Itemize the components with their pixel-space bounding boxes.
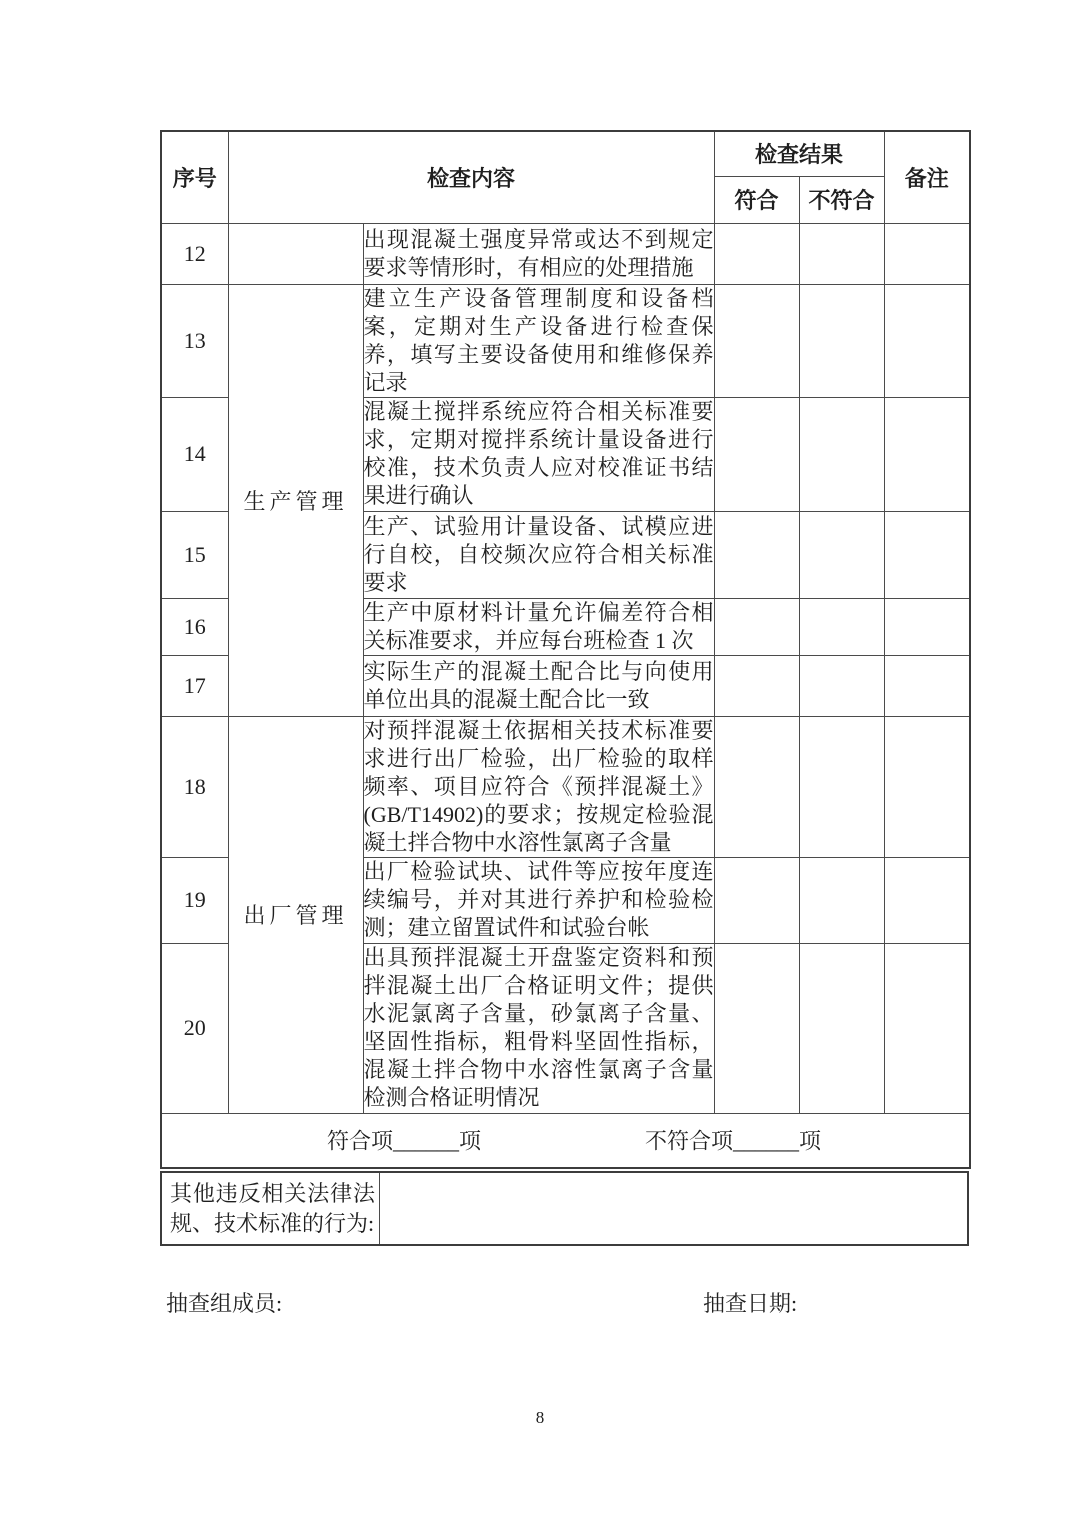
table-row — [161, 284, 970, 397]
checklist-body — [161, 223, 970, 1113]
content-cell: 出具预拌混凝土开盘鉴定资料和预拌混凝土出厂合格证明文件；提供水泥氯离子含量，砂氯离子含量、坚固性指标，粗骨料坚固性指标，混凝土拌合物中水溶性氯离子含量检测合格证明情况 — [363, 943, 714, 1113]
result-pass-cell — [714, 511, 799, 598]
row-serial-number: 15 — [161, 511, 228, 598]
row-serial-number: 12 — [161, 223, 228, 284]
row-serial-number: 17 — [161, 655, 228, 716]
remark-cell — [884, 716, 970, 857]
table-header — [161, 131, 970, 223]
content-cell: 对预拌混凝土依据相关技术标准要求进行出厂检验，出厂检验的取样频率、项目应符合《预拌混凝土》(GB/T14902)的要求；按规定检验混凝土拌合物中水溶性氯离子含量 — [363, 716, 714, 857]
remark-cell — [884, 943, 970, 1113]
summary-fail-count: 不符合项______项 — [645, 1128, 822, 1154]
category-cell: 生产管理 — [228, 284, 363, 716]
row-serial-number: 19 — [161, 857, 228, 943]
signature-row — [160, 1287, 969, 1317]
result-fail-cell — [799, 943, 884, 1113]
content-cell: 建立生产设备管理制度和设备档案，定期对生产设备进行检查保养，填写主要设备使用和维修保养记录 — [363, 284, 714, 397]
result-pass-cell — [714, 284, 799, 397]
inspection-table — [160, 130, 971, 1169]
remark-cell — [884, 284, 970, 397]
result-pass-cell — [714, 943, 799, 1113]
result-pass-cell — [714, 716, 799, 857]
remark-cell — [884, 223, 970, 284]
summary-pass-count: 符合项______项 — [327, 1128, 482, 1154]
content-cell: 混凝土搅拌系统应符合相关标准要求，定期对搅拌系统计量设备进行校准，技术负责人应对校准证书结果进行确认 — [363, 397, 714, 511]
header-serial-number: 序号 — [161, 131, 228, 223]
header-inspection-content: 检查内容 — [228, 131, 714, 223]
table-row — [161, 223, 970, 284]
page-number: 8 — [535, 1408, 545, 1427]
result-fail-cell — [799, 223, 884, 284]
row-serial-number: 18 — [161, 716, 228, 857]
remark-cell — [884, 857, 970, 943]
result-fail-cell — [799, 397, 884, 511]
result-pass-cell — [714, 223, 799, 284]
summary-cell — [161, 1113, 970, 1168]
table-row — [161, 716, 970, 857]
remark-cell — [884, 598, 970, 655]
remark-cell — [884, 511, 970, 598]
result-fail-cell — [799, 655, 884, 716]
remark-cell — [884, 655, 970, 716]
content-cell: 出厂检验试块、试件等应按年度连续编号，并对其进行养护和检验检测；建立留置试件和试验台帐 — [363, 857, 714, 943]
content-cell: 实际生产的混凝土配合比与向使用单位出具的混凝土配合比一致 — [363, 655, 714, 716]
result-pass-cell — [714, 655, 799, 716]
result-pass-cell — [714, 857, 799, 943]
header-remarks: 备注 — [884, 131, 970, 223]
category-cell — [228, 223, 363, 284]
header-inspection-result: 检查结果 — [714, 131, 884, 176]
result-fail-cell — [799, 857, 884, 943]
header-nonconform: 不符合 — [799, 176, 884, 223]
summary-section — [161, 1113, 970, 1168]
content-cell: 生产中原材料计量允许偏差符合相关标准要求，并应每台班检查 1 次 — [363, 598, 714, 655]
category-cell: 出厂管理 — [228, 716, 363, 1113]
content-cell: 出现混凝土强度异常或达不到规定要求等情形时，有相应的处理措施 — [363, 223, 714, 284]
row-serial-number: 13 — [161, 284, 228, 397]
result-fail-cell — [799, 284, 884, 397]
row-serial-number: 14 — [161, 397, 228, 511]
inspection-date-label: 抽查日期: — [703, 1291, 798, 1316]
header-conform: 符合 — [714, 176, 799, 223]
other-violations-value — [380, 1173, 967, 1244]
content-cell: 生产、试验用计量设备、试模应进行自校，自校频次应符合相关标准要求 — [363, 511, 714, 598]
result-pass-cell — [714, 397, 799, 511]
result-fail-cell — [799, 598, 884, 655]
other-violations-box — [160, 1171, 969, 1246]
checklist-document — [160, 130, 969, 1317]
result-fail-cell — [799, 716, 884, 857]
remark-cell — [884, 397, 970, 511]
summary-row — [161, 1113, 970, 1168]
inspection-team-label: 抽查组成员: — [166, 1291, 283, 1316]
result-fail-cell — [799, 511, 884, 598]
row-serial-number: 16 — [161, 598, 228, 655]
result-pass-cell — [714, 598, 799, 655]
other-violations-label: 其他违反相关法律法规、技术标准的行为: — [162, 1173, 380, 1244]
row-serial-number: 20 — [161, 943, 228, 1113]
